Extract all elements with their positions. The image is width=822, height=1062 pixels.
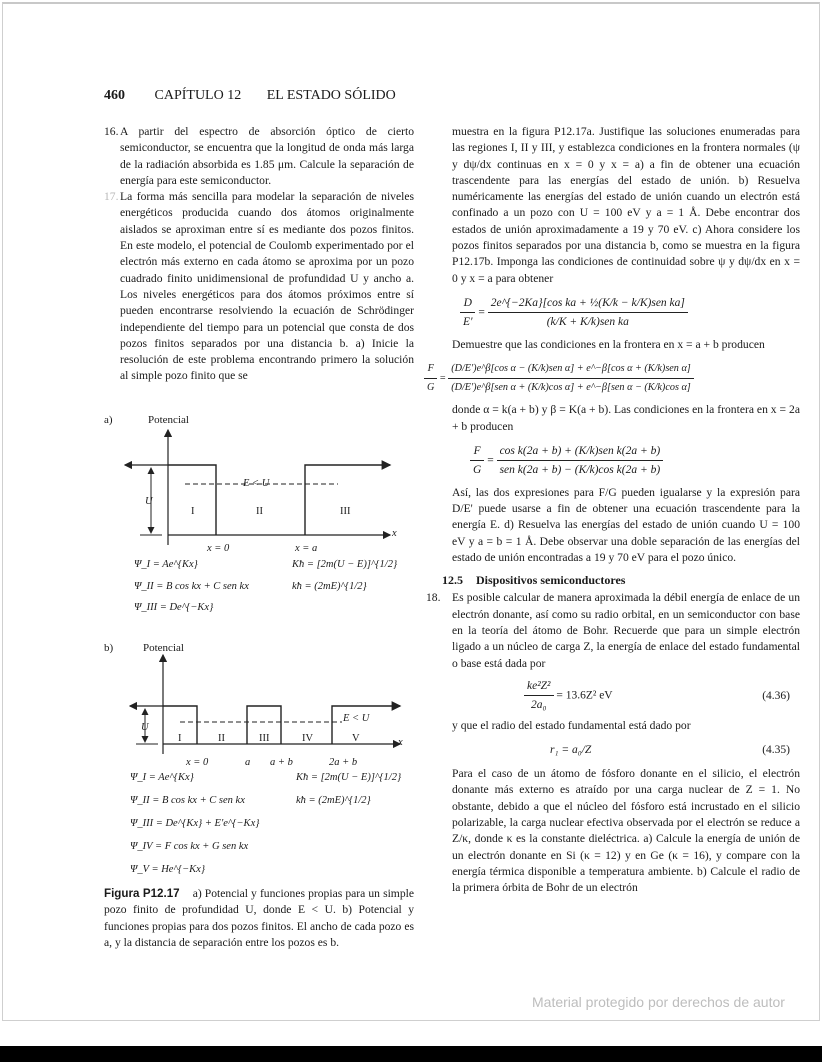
eq-den: 2a₀: [531, 699, 547, 712]
wavefunction-2: Ψ_II = B cos kx + C sen kx: [134, 581, 249, 592]
figure-a-axis-title: Potencial: [148, 414, 189, 426]
relation-K: Kħ = [2m(U − E)]^{1/2}: [292, 559, 398, 570]
wavefunction-3: Ψ_III = De^{−Kx}: [134, 602, 214, 613]
wavefunction-1: Ψ_I = Ae^{Kx}: [134, 559, 198, 570]
region-label: II: [218, 733, 225, 744]
equation-F-over-G-1: $\frac{F}{G}$ = $\frac{\text{(D/E')e\textasciicircum{}β[cos α − (K/k)sen α] + e\textasciicircum{}−β[cos α + (K/k)sen α]}}{\text{(D/E')e\textasciicircum{}β[sen α + (K/k)cos α] + e\textasciicircum{}−β[sen α − (K/k)cos α]}}$: [424, 361, 800, 397]
relation-k: kħ = (2mE)^{1/2}: [296, 795, 371, 806]
text-after-DE: Demuestre que las condiciones en la frontera en x = a + b producen: [452, 337, 765, 351]
eq-rhs-num: (D/E')e^β[cos α − (K/k)sen α] + e^−β[cos α + (K/k)sen α]: [448, 361, 694, 379]
text-end: Para el caso de un átomo de fósforo donante en el silicio, el electrón donante más externo es atraído por una carga nuclear de Z = 1. No obstante, debido a que el núcleo del fósforo está incrustado en el silicio polarizable, la carga nuclear efectiva observada por el electrón se reduce a Z/κ, donde κ es la constante dieléctrica. a) Calcule la energía de unión de un electrón donante en Si (κ = 12) y en Ge (κ = 16), y compare con la energía térmica disponible a temperatura ambiente. b) Calcule el radio de la primera órbita de Bohr de un electrón: [452, 767, 800, 895]
problem-18: [426, 590, 800, 671]
copyright-watermark: Material protegido por derechos de autor: [532, 994, 785, 1010]
region-label: III: [259, 733, 270, 744]
tick-label: x = 0: [207, 543, 230, 554]
eq-lhs-num: D: [460, 295, 475, 313]
eq-rhs: = 13.6Z² eV: [556, 689, 613, 702]
u-label: U: [141, 722, 149, 733]
equation-4-36: [524, 678, 800, 714]
caption-text: a) Potencial y funciones propias para un simple pozo finito de profundidad U, donde E < U. b) Potencial y funciones propias para dos pozos finitos. El ancho de cada pozo es a, y la distancia de separación entre los pozos es b.: [104, 887, 414, 949]
region-label: I: [191, 506, 195, 517]
region-label: II: [256, 506, 263, 517]
region-label: IV: [302, 733, 314, 744]
chapter-title: EL ESTADO SÓLIDO: [266, 88, 396, 103]
section-number: 12.5: [442, 573, 463, 588]
problem-number: 17.: [104, 190, 119, 204]
section-title: Dispositivos semiconductores: [476, 573, 626, 588]
potential-barrier-right: [332, 706, 400, 744]
problem-number: 16.: [104, 125, 119, 138]
figure-b-axis-title: Potencial: [143, 642, 184, 654]
bottom-black-bar: [0, 1046, 822, 1062]
eq-lhs-den: G: [427, 382, 435, 394]
eq-expr: r₁ = a₀/Z: [550, 743, 592, 756]
eq-rhs-den: (D/E')e^β[sen α + (K/k)cos α] + e^−β[sen α − (K/k)cos α]: [451, 382, 691, 394]
right-column: [426, 124, 800, 896]
wavefunction-2: Ψ_II = B cos kx + C sen kx: [130, 795, 245, 806]
x-axis-label: x: [398, 737, 403, 748]
energy-label: E < U: [343, 713, 370, 724]
eq-lhs-num: F: [470, 443, 484, 461]
text-after-FG1: donde α = k(a + b) y β = K(a + b). Las condiciones en la frontera en x = 2a + b producen: [452, 403, 800, 433]
tick-label: x = a: [295, 543, 318, 554]
problem-17: [104, 189, 414, 385]
equation-number: (4.36): [762, 689, 790, 702]
eq-rhs-den: (k/K + K/k)sen ka: [546, 316, 629, 329]
eq-rhs-num: cos k(2a + b) + (K/k)sen k(2a + b): [497, 443, 664, 461]
relation-k: kħ = (2mE)^{1/2}: [292, 581, 367, 592]
wavefunction-3: Ψ_III = De^{Kx} + E'e^{−Kx}: [130, 818, 260, 829]
eq-lhs-den: E': [463, 316, 473, 329]
x-axis-label: x: [392, 528, 397, 539]
eq-rhs-num: 2e^{−2Ka}[cos ka + ½(K/k − k/K)sen ka]: [488, 295, 688, 313]
eq-lhs-num: F: [424, 361, 437, 379]
problem-number: 18.: [426, 591, 441, 605]
tick-label: x = 0: [186, 757, 209, 768]
eq-lhs-den: G: [473, 464, 482, 477]
figure-b-diagram: [100, 650, 410, 760]
problem-17-continued: muestra en la figura P12.17a. Justifique las soluciones enumeradas para las regiones I, II y III, y establezca condiciones en la frontera normales (ψ y dψ/dx continuas en x = 0 y x = a) a fin de obtener una ecuación trascendente para las energías del estado de unión. b) Resuelva numéricamente las energías del estado de unión cuando un electrón está confinado a un pozo con U = 100 eV y a = 1 Å. Debe encontrar dos estados de unión aproximadamente a 19 y 70 eV. c) Ahora considere los pozos finitos separados por una distancia b, como se muestra en la figura P12.17b. Imponga las condiciones de continuidad sobre ψ y dψ/dx en x = 0 y x = a para obtener: [452, 125, 800, 285]
problem-text: A partir del espectro de absorción óptico de cierto semiconductor, se encuentra que la longitud de onda más larga de la radiación absorbida es 1.85 μm. Calcule la separación de energía para este semiconductor.: [120, 125, 414, 187]
u-label: U: [145, 496, 153, 507]
potential-right-barrier: [305, 465, 390, 535]
relation-K: Kħ = [2m(U − E)]^{1/2}: [296, 772, 402, 783]
eq-num: ke²Z²: [524, 678, 554, 696]
equation-number: (4.35): [762, 743, 790, 756]
problem-16: [104, 124, 414, 189]
tick-label: a + b: [270, 757, 293, 768]
wavefunction-5: Ψ_V = He^{−Kx}: [130, 864, 206, 875]
wavefunction-1: Ψ_I = Ae^{Kx}: [130, 772, 194, 783]
caption-title: Figura P12.17: [104, 887, 180, 900]
text-after-FG2: Así, las dos expresiones para F/G pueden igualarse y la expresión para D/E' puede usarse a fin de obtener una ecuación trascendente para la energía E. d) Resuelva las energías del estado de unión cuando U = 100 eV y a = b = 1 Å. Debe observar una doble separación de las energías del estado de unión encontradas a 19 y 70 eV para el pozo único.: [452, 485, 800, 564]
figure-a-label: a): [104, 414, 113, 426]
left-column: [104, 124, 414, 385]
equation-D-over-E: $\frac{D}{E'}$ = $\frac{\text{2e\textasciicircum{}\{−2Ka\}[cos ka + ½(K/k − k/K)sen ka]}}{\text{(k/K + K/k)sen ka}}$: [460, 295, 800, 331]
section-heading: [442, 572, 800, 588]
figure-b-label: b): [104, 642, 114, 654]
region-label: V: [352, 733, 360, 744]
potential-left-barrier: [168, 465, 216, 535]
running-header: [104, 88, 396, 104]
wavefunction-4: Ψ_IV = F cos kx + G sen kx: [130, 841, 249, 852]
eq-rhs-den: sen k(2a + b) − (K/k)cos k(2a + b): [499, 464, 661, 477]
tick-label: a: [245, 757, 251, 768]
figure-caption: [104, 886, 414, 951]
region-label: I: [178, 733, 182, 744]
energy-label: E < U: [243, 478, 270, 489]
tick-label: 2a + b: [329, 757, 358, 768]
text-mid: y que el radio del estado fundamental está dado por: [452, 718, 691, 732]
equation-F-over-G-2: $\frac{F}{G}$ = $\frac{\text{cos k(2a + b) + (K/k)sen k(2a + b)}}{\text{sen k(2a + b) − (K/k)cos k(2a + b)}}$: [470, 443, 800, 479]
chapter-label: CAPÍTULO 12: [154, 88, 242, 103]
problem-text: La forma más sencilla para modelar la separación de niveles energéticos producida cuando dos átomos originalmente aislados se aproximan entre sí es mediante dos pozos finitos. En este modelo, el potencial de Coulomb experimentado por el electrón más externo en cada átomo se aproxima por un pozo cuadrado finito unidimensional de profundidad U y ancho a. Los niveles energéticos para dos átomos próximos entre sí pueden encontrarse resolviendo la ecuación de Schrödinger independiente del tiempo para un potencial que consta de dos pozos finitos separados por una distancia b. a) Inicie la resolución de este problema encontrando primero la solución al simple pozo finito que se: [120, 190, 414, 383]
problem-text: Es posible calcular de manera aproximada la débil energía de enlace de un electrón donante, así como su radio orbital, en un semiconductor con base en la teoría del átomo de Bohr. Recuerde que para un simple electrón ligado a un núcleo de carga Z, la energía de enlace del estado fundamental o base está dada por: [452, 591, 800, 670]
page-number: 460: [104, 88, 125, 103]
region-label: III: [340, 506, 351, 517]
equation-4-35: [550, 742, 800, 758]
